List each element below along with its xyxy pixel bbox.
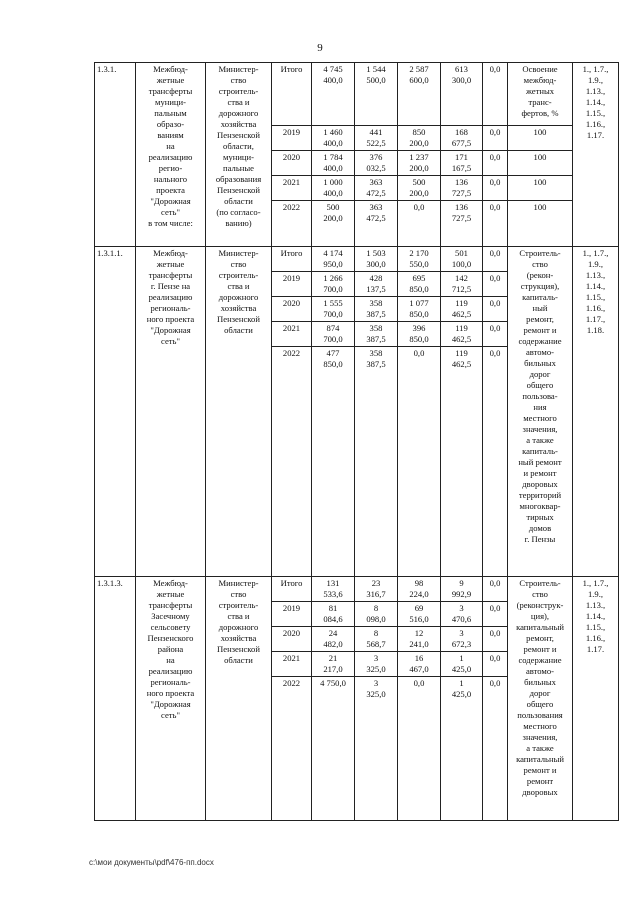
page-number: 9: [317, 42, 323, 54]
funding-cell: 0,0: [483, 322, 508, 347]
indicator-value-cell: 100: [508, 176, 573, 201]
funding-cell: 358 387,5: [355, 297, 398, 322]
total-amount-cell: 1 266 700,0: [312, 272, 355, 297]
section-code: 1.3.1.: [95, 63, 136, 247]
funding-cell: 0,0: [483, 272, 508, 297]
total-amount-cell: 1 555 700,0: [312, 297, 355, 322]
section-description: Межбюд- жетные трансферты г. Пензе на реализацию региональ- ного проекта "Дорожная сеть": [136, 247, 206, 577]
funding-cell: 3 325,0: [355, 652, 398, 677]
section-executor: Министер- ство строитель- ства и дорожного хозяйства Пензенской области: [206, 577, 272, 821]
funding-cell: 501 100,0: [441, 247, 483, 272]
funding-cell: 171 167,5: [441, 151, 483, 176]
total-amount-cell: 4 750,0: [312, 677, 355, 821]
funding-cell: 396 850,0: [398, 322, 441, 347]
file-path-footer: c:\мои документы\pdf\476-пп.docx: [89, 858, 214, 867]
funding-cell: 358 387,5: [355, 347, 398, 577]
indicator-cell: Строитель- ство (рекон- струкция), капиталь- ный ремонт, ремонт и содержание автомо- бильных дорог общего пользова- ния местного значения, а также капиталь- ный ремонт и ремонт дворовых территорий многоквар- тирных домов г. Пензы: [508, 247, 573, 577]
funding-cell: 3 470,6: [441, 602, 483, 627]
funding-cell: 0,0: [398, 677, 441, 821]
funding-cell: 8 098,0: [355, 602, 398, 627]
year-cell: Итого: [272, 63, 312, 126]
year-cell: 2020: [272, 627, 312, 652]
year-cell: 2019: [272, 602, 312, 627]
funding-cell: 2 587 600,0: [398, 63, 441, 126]
year-cell: Итого: [272, 577, 312, 602]
funding-cell: 0,0: [483, 201, 508, 247]
funding-cell: 1 425,0: [441, 652, 483, 677]
funding-cell: 363 472,5: [355, 176, 398, 201]
total-amount-cell: 21 217,0: [312, 652, 355, 677]
funding-cell: 0,0: [398, 201, 441, 247]
indicator-value-cell: 100: [508, 126, 573, 151]
funding-cell: 0,0: [483, 176, 508, 201]
funding-cell: 695 850,0: [398, 272, 441, 297]
funding-cell: 8 568,7: [355, 627, 398, 652]
total-amount-cell: 1 000 400,0: [312, 176, 355, 201]
funding-cell: 0,0: [483, 627, 508, 652]
total-amount-cell: 477 850,0: [312, 347, 355, 577]
year-cell: 2021: [272, 176, 312, 201]
target-refs-cell: 1., 1.7., 1.9., 1.13., 1.14., 1.15., 1.16., 1.17.: [573, 63, 619, 247]
funding-cell: 2 170 550,0: [398, 247, 441, 272]
indicator-value-cell: 100: [508, 201, 573, 247]
funding-cell: 500 200,0: [398, 176, 441, 201]
indicator-cell: Освоение межбюд- жетных транс- фертов, %: [508, 63, 573, 126]
indicator-cell: Строитель- ство (реконструк- ция), капитальный ремонт, ремонт и содержание автомо- бильных дорог общего пользования местного значения, а также капитальный ремонт и ремонт дворовых: [508, 577, 573, 821]
year-cell: 2019: [272, 272, 312, 297]
section-description: Межбюд- жетные трансферты Засечному сельсовету Пензенского района на реализацию региональ- ного проекта "Дорожная сеть": [136, 577, 206, 821]
program-table: [94, 62, 619, 821]
section-executor: Министер- ство строитель- ства и дорожного хозяйства Пензенской области, муници- пальные образования Пензенской области (по согласо- ванию): [206, 63, 272, 247]
funding-cell: 0,0: [483, 677, 508, 821]
total-amount-cell: 874 700,0: [312, 322, 355, 347]
funding-cell: 1 544 500,0: [355, 63, 398, 126]
table-row: [95, 63, 619, 126]
funding-cell: 136 727,5: [441, 176, 483, 201]
funding-cell: 3 325,0: [355, 677, 398, 821]
funding-cell: 0,0: [483, 652, 508, 677]
year-cell: 2019: [272, 126, 312, 151]
total-amount-cell: 24 482,0: [312, 627, 355, 652]
funding-cell: 1 077 850,0: [398, 297, 441, 322]
total-amount-cell: 4 745 400,0: [312, 63, 355, 126]
table-row: [95, 247, 619, 272]
funding-cell: 0,0: [483, 247, 508, 272]
funding-cell: 0,0: [483, 602, 508, 627]
total-amount-cell: 131 533,6: [312, 577, 355, 602]
funding-cell: 0,0: [483, 297, 508, 322]
funding-cell: 1 237 200,0: [398, 151, 441, 176]
funding-cell: 16 467,0: [398, 652, 441, 677]
total-amount-cell: 4 174 950,0: [312, 247, 355, 272]
funding-cell: 1 503 300,0: [355, 247, 398, 272]
funding-cell: 376 032,5: [355, 151, 398, 176]
indicator-value-cell: 100: [508, 151, 573, 176]
funding-cell: 142 712,5: [441, 272, 483, 297]
funding-cell: 136 727,5: [441, 201, 483, 247]
funding-cell: 363 472,5: [355, 201, 398, 247]
year-cell: 2022: [272, 347, 312, 577]
funding-cell: 0,0: [483, 347, 508, 577]
section-code: 1.3.1.3.: [95, 577, 136, 821]
total-amount-cell: 500 200,0: [312, 201, 355, 247]
funding-cell: 0,0: [483, 63, 508, 126]
funding-cell: 3 672,3: [441, 627, 483, 652]
year-cell: 2022: [272, 201, 312, 247]
year-cell: 2020: [272, 297, 312, 322]
target-refs-cell: 1., 1.7., 1.9., 1.13., 1.14., 1.15., 1.16., 1.17.: [573, 577, 619, 821]
funding-cell: 69 516,0: [398, 602, 441, 627]
section-code: 1.3.1.1.: [95, 247, 136, 577]
funding-cell: 119 462,5: [441, 347, 483, 577]
funding-cell: 23 316,7: [355, 577, 398, 602]
funding-cell: 9 992,9: [441, 577, 483, 602]
funding-cell: 12 241,0: [398, 627, 441, 652]
funding-cell: 119 462,5: [441, 297, 483, 322]
total-amount-cell: 1 784 400,0: [312, 151, 355, 176]
funding-cell: 358 387,5: [355, 322, 398, 347]
funding-cell: 428 137,5: [355, 272, 398, 297]
funding-cell: 0,0: [483, 577, 508, 602]
year-cell: 2022: [272, 677, 312, 821]
target-refs-cell: 1., 1.7., 1.9., 1.13., 1.14., 1.15., 1.16., 1.17., 1.18.: [573, 247, 619, 577]
section-executor: Министер- ство строитель- ства и дорожного хозяйства Пензенской области: [206, 247, 272, 577]
funding-cell: 98 224,0: [398, 577, 441, 602]
section-description: Межбюд- жетные трансферты муници- пальным образо- ваниям на реализацию регио- нального проекта "Дорожная сеть" в том числе:: [136, 63, 206, 247]
funding-cell: 0,0: [398, 347, 441, 577]
funding-cell: 0,0: [483, 126, 508, 151]
year-cell: 2020: [272, 151, 312, 176]
funding-cell: 0,0: [483, 151, 508, 176]
year-cell: 2021: [272, 652, 312, 677]
funding-cell: 168 677,5: [441, 126, 483, 151]
table-row: [95, 577, 619, 602]
year-cell: 2021: [272, 322, 312, 347]
funding-cell: 441 522,5: [355, 126, 398, 151]
funding-cell: 1 425,0: [441, 677, 483, 821]
total-amount-cell: 1 460 400,0: [312, 126, 355, 151]
year-cell: Итого: [272, 247, 312, 272]
funding-cell: 613 300,0: [441, 63, 483, 126]
funding-cell: 119 462,5: [441, 322, 483, 347]
total-amount-cell: 81 084,6: [312, 602, 355, 627]
funding-cell: 850 200,0: [398, 126, 441, 151]
